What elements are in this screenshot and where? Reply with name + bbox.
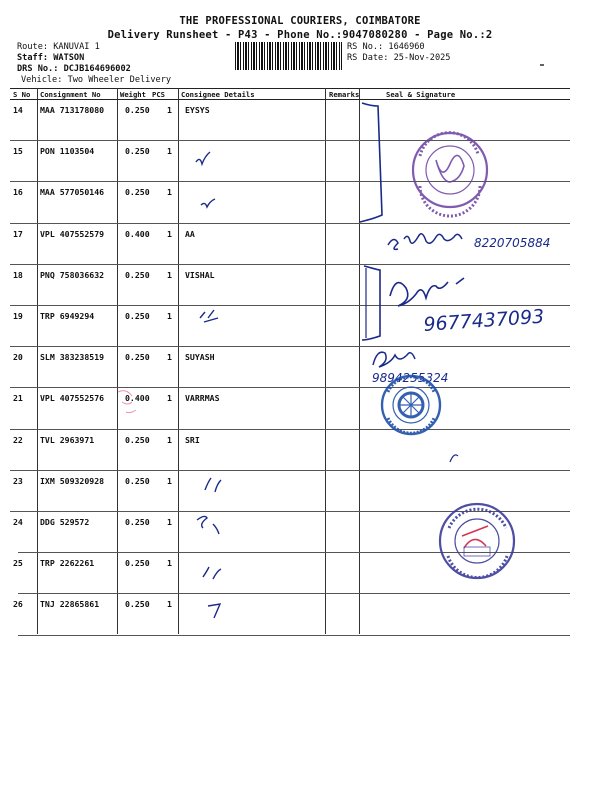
route-label: Route: KANUVAI 1	[17, 42, 100, 52]
row-pcs: 1	[167, 599, 172, 610]
row-consignment-no: MAA 713178080	[40, 105, 105, 115]
tick-mark	[203, 567, 221, 579]
row-consignee: SRI	[185, 434, 200, 445]
row-sno: 14	[13, 105, 23, 115]
handwritten-phone-1: 8220705884	[474, 236, 551, 250]
signature	[450, 455, 458, 462]
row-consignee: VISHAL	[185, 269, 215, 280]
row-pcs: 1	[167, 146, 172, 157]
signature	[373, 352, 415, 367]
row-consignment-no: PNQ 758036632	[40, 269, 105, 280]
row-weight: 0.400	[125, 228, 150, 239]
row-consignment-no: TNJ 22865861	[40, 599, 100, 610]
row-consignment-no: PON 1103504	[40, 146, 95, 157]
rs-date: RS Date: 25-Nov-2025	[347, 53, 451, 63]
row-sno: 26	[13, 599, 23, 610]
row-sno: 24	[13, 517, 23, 527]
row-consignment-no: TVL 2963971	[40, 434, 95, 445]
row-consignment-no: TRP 2262261	[40, 558, 95, 569]
row-sno: 22	[13, 434, 23, 445]
staff-label: Staff: WATSON	[17, 53, 85, 63]
row-weight: 0.400	[125, 393, 150, 404]
row-sno: 15	[13, 146, 23, 157]
row-consignment-no: VPL 407552576	[40, 393, 105, 404]
bracket-mark	[360, 103, 382, 222]
drs-number: DRS No.: DCJB164696002	[17, 64, 131, 74]
tick-mark	[197, 516, 219, 534]
row-weight: 0.250	[125, 434, 150, 445]
rathna-pharma-seal-stamp	[440, 504, 514, 578]
company-title: THE PROFESSIONAL COURIERS, COIMBATORE	[179, 15, 421, 27]
row-consignee: VARRMAS	[185, 393, 220, 404]
row-sno: 18	[13, 269, 23, 280]
row-sno: 17	[13, 228, 23, 239]
row-pcs: 1	[167, 434, 172, 445]
row-weight: 0.250	[125, 352, 150, 363]
row-consignment-no: SLM 383238519	[40, 352, 105, 363]
row-pcs: 1	[167, 187, 172, 198]
row-pcs: 1	[167, 475, 172, 486]
col-consignee: Consignee Details	[181, 90, 255, 99]
col-weight: Weight	[120, 90, 146, 99]
col-consignment: Consignment No	[40, 90, 101, 99]
row-sno: 21	[13, 393, 23, 404]
row-consignment-no: IXM 509320928	[40, 475, 105, 486]
row-weight: 0.250	[125, 146, 150, 157]
tick-mark	[196, 152, 210, 164]
row-weight: 0.250	[125, 269, 150, 280]
row-consignment-no: DDG 529572	[40, 517, 90, 527]
tick-mark	[208, 604, 220, 618]
col-sno: S No	[13, 90, 31, 99]
row-pcs: 1	[167, 269, 172, 280]
row-consignee: AA	[185, 228, 195, 239]
row-pcs: 1	[167, 311, 172, 321]
pharma-seal-stamp	[413, 133, 487, 216]
row-weight: 0.250	[125, 558, 150, 569]
row-pcs: 1	[167, 393, 172, 404]
vehicle-label: Vehicle: Two Wheeler Delivery	[21, 75, 172, 85]
row-sno: 19	[13, 311, 23, 321]
row-weight: 0.250	[125, 311, 150, 321]
row-consignment-no: MAA 577050146	[40, 187, 105, 198]
row-sno: 16	[13, 187, 23, 198]
tick-mark	[200, 310, 218, 322]
tick-mark	[201, 199, 215, 207]
row-weight: 0.250	[125, 517, 150, 527]
row-weight: 0.250	[125, 187, 150, 198]
row-consignee: SUYASH	[185, 352, 215, 363]
row-weight: 0.250	[125, 599, 150, 610]
tick-mark	[205, 478, 221, 492]
row-pcs: 1	[167, 558, 172, 569]
row-pcs: 1	[167, 517, 172, 527]
col-pcs: PCS	[152, 90, 165, 99]
row-consignee: EYSYS	[185, 105, 210, 115]
rs-number: RS No.: 1646960	[347, 42, 425, 52]
signature	[390, 278, 464, 306]
row-pcs: 1	[167, 228, 172, 239]
row-weight: 0.250	[125, 105, 150, 115]
row-sno: 23	[13, 475, 23, 486]
signature	[388, 234, 462, 250]
handwritten-phone-2: 9677437093	[422, 305, 545, 336]
row-consignment-no: TRP 6949294	[40, 311, 95, 321]
row-sno: 25	[13, 558, 23, 569]
row-weight: 0.250	[125, 475, 150, 486]
faint-red-stamp-mark	[118, 391, 136, 413]
bracket-mark	[362, 266, 380, 340]
row-sno: 20	[13, 352, 23, 363]
handwritten-phone-3: 9894255324	[372, 371, 449, 385]
row-pcs: 1	[167, 105, 172, 115]
col-remarks: Remarks	[329, 90, 360, 99]
row-pcs: 1	[167, 352, 172, 363]
runsheet-subtitle: Delivery Runsheet - P43 - Phone No.:9047080280 - Page No.:2	[107, 29, 493, 41]
col-seal: Seal & Signature	[386, 90, 456, 99]
row-consignment-no: VPL 407552579	[40, 228, 105, 239]
